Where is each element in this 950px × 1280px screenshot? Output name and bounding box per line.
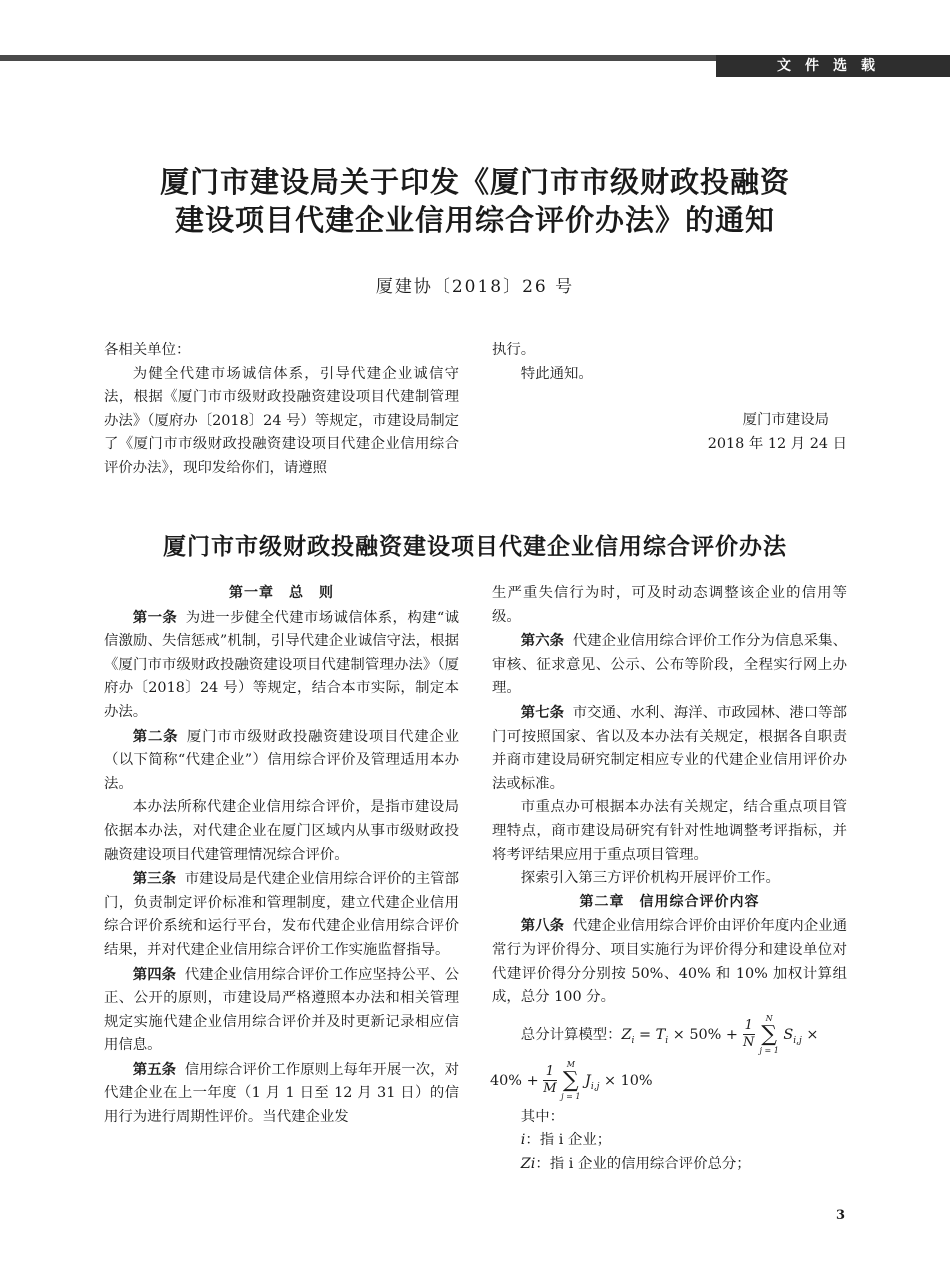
article-text: 为进一步健全代建市场诚信体系，构建“诚信激励、失信惩戒”机制，引导代建企业诚信守法，根据《厦门市市级财政投融资建设项目代建制管理办法》（厦府办〔2018〕24 号）等规定，结合本市实际，制定本办法。: [104, 609, 459, 720]
chapter-2-heading: 第二章 信用综合评价内容: [579, 893, 760, 910]
definition-z: [492, 1153, 847, 1177]
article-6: [492, 629, 847, 701]
notice-title-line1: 厦门市建设局关于印发《厦门市市级财政投融资: [159, 165, 790, 199]
article-text: 代建企业信用综合评价工作应坚持公平、公正、公开的原则，市建设局严格遵照本办法和相关管理规定实施代建企业信用综合评价并及时更新记录相应信用信息。: [104, 966, 459, 1054]
article-2: [104, 725, 459, 797]
score-formula-line2: 40% + $\frac{1}{M}$ M ∑ j = 1 $J_{i,j} \times 10\%$: [490, 1059, 653, 1101]
article-5: [104, 1058, 459, 1130]
section-label: 文件选载: [716, 55, 950, 77]
article-text: 代建企业信用综合评价工作分为信息采集、审核、征求意见、公示、公布等阶段，全程实行网上办理。: [492, 633, 847, 697]
article-2-paragraph-2: 本办法所称代建企业信用综合评价，是指市建设局依据本办法，对代建企业在厦门区域内从事市级财政投融资建设项目代建管理情况综合评价。: [104, 799, 459, 863]
measures-right-column: [492, 582, 847, 1176]
article-label: 第三条: [132, 870, 177, 888]
article-label: 第一条: [132, 608, 178, 626]
article-text: 市交通、水利、海洋、市政园林、港口等部门可按照国家、省以及本办法有关规定，根据各自职责并商市建设局研究制定相应专业的代建企业信用评价办法或标准。: [492, 704, 847, 792]
where-label: 其中：: [520, 1108, 564, 1125]
article-3: [104, 867, 459, 962]
article-7: [492, 701, 847, 796]
page-number: 3: [836, 1208, 846, 1223]
article-label: 第五条: [132, 1060, 177, 1078]
notice-left-column: [104, 339, 459, 481]
article-5-continued: 生严重失信行为时，可及时动态调整该企业的信用等级。: [492, 585, 847, 625]
article-8: [492, 914, 847, 1009]
article-label: 第八条: [520, 917, 565, 935]
score-formula-line1: 总分计算模型：$Z_i = T_i \times 50\%$ + $\frac{1}{N}$ N ∑ j = 1 $S_{i,j}$ ×: [520, 1013, 819, 1055]
variable-z: Zi: [520, 1155, 536, 1172]
formula-weight-2: 40%: [490, 1072, 522, 1089]
formula-weight-3: × 10%: [603, 1072, 653, 1089]
definition-text: ：指 i 企业的信用综合评价总分；: [535, 1155, 751, 1172]
document-number: 厦建协〔2018〕26 号: [375, 277, 575, 297]
article-1: [104, 606, 459, 725]
sum-symbol: M ∑ j = 1: [561, 1059, 581, 1101]
fraction-1-over-n: $\frac{1}{N}$: [743, 1018, 755, 1051]
article-label: 第七条: [520, 703, 565, 721]
variable-i: i: [520, 1132, 526, 1149]
notice-body: 为健全代建市场诚信体系，引导代建企业诚信守法，根据《厦门市市级财政投融资建设项目代建制管理办法》（厦府办〔2018〕24 号）等规定，市建设局制定了《厦门市市级财政投融资建设项目代建企业信用综合评价办法》，现印发给你们，请遵照: [104, 365, 459, 476]
sum-symbol: N ∑ j = 1: [759, 1013, 779, 1055]
article-label: 第六条: [520, 632, 565, 650]
formula-label: 总分计算模型：: [520, 1026, 622, 1043]
article-label: 第二条: [132, 727, 179, 745]
article-label: 第四条: [132, 965, 177, 983]
issuer: 厦门市建设局: [742, 412, 829, 429]
formula-weight-1: × 50%: [672, 1026, 722, 1043]
article-7-paragraph-2: 市重点办可根据本办法有关规定，结合重点项目管理特点，商市建设局研究有针对性地调整考评指标，并将考评结果应用于重点项目管理。: [492, 799, 847, 863]
notice-title-line2: 建设项目代建企业信用综合评价办法》的通知: [174, 203, 775, 237]
article-text: 代建企业信用综合评价由评价年度内企业通常行为评价得分、项目实施行为评价得分和建设单位对代建评价得分分别按 50%、40% 和 10% 加权计算组成，总分 100 分。: [492, 918, 847, 1006]
notice-body-continued: 执行。: [492, 342, 536, 358]
chapter-1-heading: 第一章 总 则: [229, 585, 334, 601]
measures-left-column: [104, 582, 459, 1130]
article-7-paragraph-3: 探索引入第三方评价机构开展评价工作。: [520, 870, 780, 887]
definition-text: ：指 i 企业；: [525, 1132, 612, 1149]
article-text: 信用综合评价工作原则上每年开展一次，对代建企业在上一年度（1 月 1 日至 12 月 31 日）的信用行为进行周期性评价。当代建企业发: [104, 1061, 459, 1126]
salutation: 各相关单位：: [104, 342, 191, 358]
measures-title: 厦门市市级财政投融资建设项目代建企业信用综合评价办法: [163, 533, 787, 560]
notice-right-column: [492, 339, 847, 456]
fraction-1-over-m: $\frac{1}{M}$: [543, 1064, 557, 1097]
article-4: [104, 963, 459, 1058]
definition-i: [492, 1129, 847, 1153]
issue-date: 2018 年 12 月 24 日: [707, 435, 847, 452]
notice-closing: 特此通知。: [520, 365, 593, 382]
article-text: 厦门市市级财政投融资建设项目代建企业（以下简称“代建企业”）信用综合评价及管理适用本办法。: [104, 728, 459, 792]
article-text: 市建设局是代建企业信用综合评价的主管部门，负责制定评价标准和管理制度，建立代建企业信用综合评价系统和运行平台，发布代建企业信用综合评价结果，并对代建企业信用综合评价工作实施监督指导。: [104, 871, 459, 958]
